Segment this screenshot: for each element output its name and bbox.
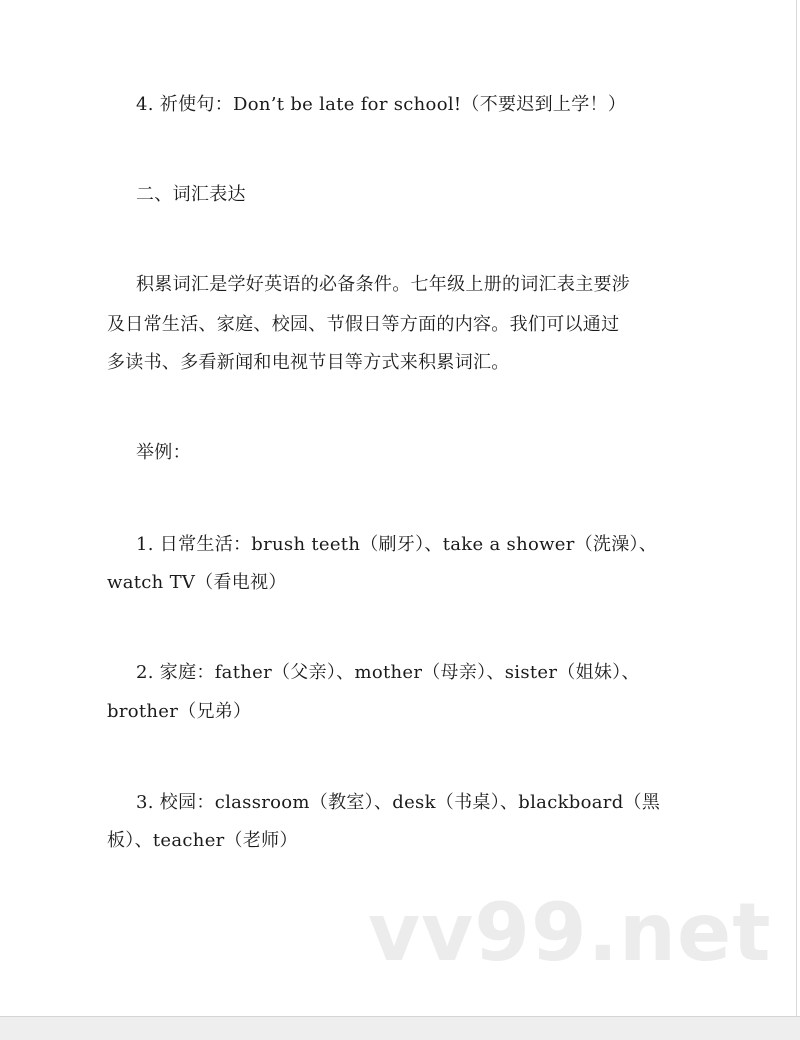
paragraph-line-3: 多读书、多看新闻和电视节目等方式来积累词汇。 [107,352,510,373]
example-school-line-2: 板）、teacher（老师） [107,830,298,851]
section-title: 二、词汇表达 [136,184,246,205]
watermark: vv99.net [368,886,772,979]
example-school-line-1: 3. 校园：classroom（教室）、desk（书桌）、blackboard（黑 [136,792,661,813]
page-bottom-edge [0,1016,800,1040]
paragraph-line-1: 积累词汇是学好英语的必备条件。七年级上册的词汇表主要涉 [136,274,631,295]
example-daily-life-line-1: 1. 日常生活：brush teeth（刷牙）、take a shower（洗澡）、 [136,534,658,555]
example-daily-life-line-2: watch TV（看电视） [107,572,287,593]
examples-label: 举例： [136,442,191,463]
paragraph-line-2: 及日常生活、家庭、校园、节假日等方面的内容。我们可以通过 [107,314,620,335]
example-family-line-2: brother（兄弟） [107,701,252,722]
example-family-line-1: 2. 家庭：father（父亲）、mother（母亲）、sister（姐妹）、 [136,662,640,683]
imperative-sentence-item: 4. 祈使句：Don’t be late for school!（不要迟到上学！） [136,94,627,115]
